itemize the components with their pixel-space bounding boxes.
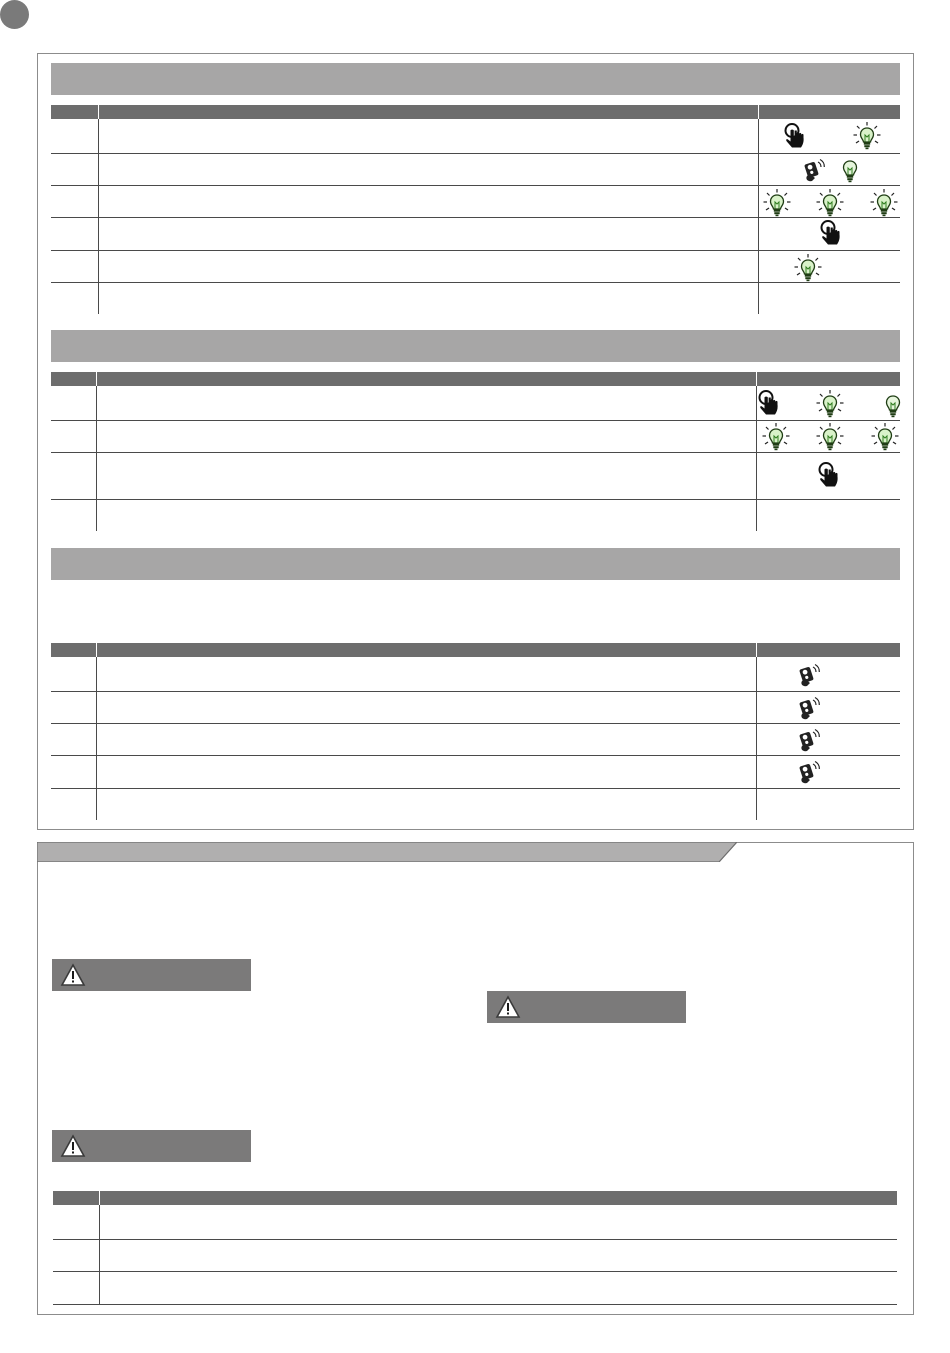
bulb-on-icon — [869, 188, 899, 218]
table-row — [51, 251, 900, 283]
warning-box — [52, 959, 251, 991]
table-row — [51, 218, 900, 251]
bulb-on-icon — [815, 389, 845, 419]
table-row — [51, 724, 900, 756]
press-icon — [818, 461, 842, 490]
section-1-table-header — [51, 105, 900, 119]
bulb-on-icon — [870, 422, 900, 452]
warning-icon — [60, 963, 86, 987]
bulb-on-icon — [793, 253, 823, 283]
section-3-banner — [51, 548, 900, 580]
page-marker — [0, 0, 29, 29]
section-4-table-header — [53, 1191, 897, 1205]
remote-icon — [796, 727, 822, 753]
table-row — [53, 1205, 897, 1240]
table-row — [53, 1272, 897, 1305]
remote-icon — [796, 662, 822, 688]
press-icon — [784, 122, 808, 151]
table-row — [51, 756, 900, 789]
section-1-banner — [51, 63, 900, 95]
press-icon — [758, 389, 782, 418]
table-row — [51, 692, 900, 724]
warning-box — [487, 991, 686, 1023]
bulb-on-icon — [762, 188, 792, 218]
chapter-tab — [37, 842, 737, 862]
table-row — [51, 657, 900, 692]
bulb-off-icon — [835, 156, 865, 186]
section-3-table-header — [51, 643, 900, 657]
table-row — [51, 453, 900, 500]
table-row — [53, 1240, 897, 1272]
press-icon — [820, 219, 844, 248]
bulb-on-icon — [815, 422, 845, 452]
bulb-on-icon — [852, 121, 882, 151]
warning-box — [52, 1130, 251, 1162]
warning-icon — [60, 1134, 86, 1158]
section-2-banner — [51, 330, 900, 362]
bulb-on-icon — [815, 188, 845, 218]
bulb-on-icon — [761, 422, 791, 452]
table-row — [51, 119, 900, 154]
bulb-off-icon — [878, 391, 908, 421]
remote-icon — [796, 695, 822, 721]
remote-icon — [801, 157, 827, 183]
remote-icon — [796, 759, 822, 785]
table-row — [51, 154, 900, 186]
warning-icon — [495, 995, 521, 1019]
section-2-table-header — [51, 372, 900, 386]
